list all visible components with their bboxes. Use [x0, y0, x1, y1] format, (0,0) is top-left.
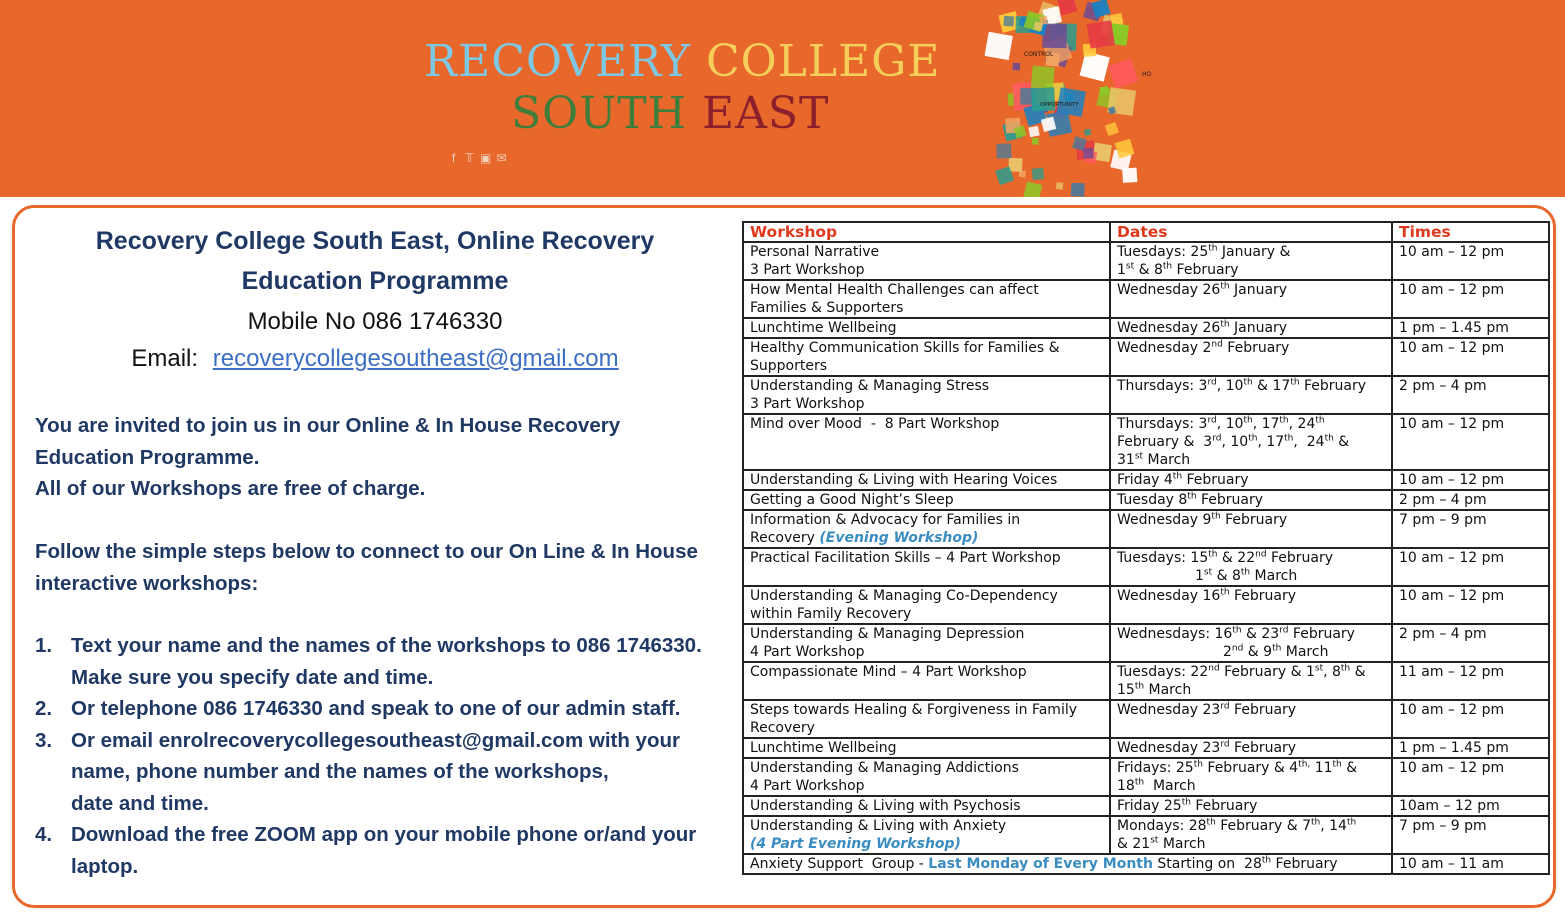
step-text: date and time. [71, 791, 209, 815]
table-header-row [743, 222, 1549, 242]
workshop-cell: Lunchtime Wellbeing [743, 318, 1110, 338]
dates-cell: Wednesday 26th January [1110, 280, 1392, 318]
step-number: 2. [35, 697, 53, 720]
table-row [743, 700, 1549, 738]
header-times: Times [1392, 222, 1549, 242]
collage-cube [1003, 16, 1014, 27]
collage-cube [1105, 122, 1119, 136]
dates-cell: Thursdays: 3rd, 10th, 17th, 24th February & 3rd, 10th, 17th, 24th & 31st March [1110, 414, 1392, 470]
workshop-cell: Mind over Mood - 8 Part Workshop [743, 414, 1110, 470]
times-cell: 7 pm – 9 pm [1392, 816, 1549, 854]
page-title: Recovery College South East, Online Recovery Education Programme [95, 227, 655, 295]
collage-cube [1083, 148, 1094, 159]
collage-cube [996, 143, 1011, 158]
workshop-cell: Understanding & Managing Stress 3 Part Workshop [743, 376, 1110, 414]
intro-line: All of our Workshops are free of charge. [35, 477, 426, 500]
times-cell: 10 am – 12 pm [1392, 280, 1549, 318]
dates-cell: Wednesday 26th January [1110, 318, 1392, 338]
step-text: Or telephone 086 1746330 and speak to one of our admin staff. [71, 697, 681, 720]
table-row [743, 414, 1549, 470]
header-banner [0, 0, 1565, 197]
email-line [35, 345, 715, 373]
dates-cell: Wednesday 16th February [1110, 586, 1392, 624]
step-text: name, phone number and the names of the workshops, [71, 760, 609, 783]
collage-word-opportunity: OPPORTUNITY [1040, 102, 1079, 108]
collage-cube [985, 32, 1013, 60]
step-item [35, 693, 735, 725]
collage-cube [1028, 126, 1039, 137]
workshop-cell: Information & Advocacy for Families in Recovery (Evening Workshop) [743, 510, 1110, 548]
times-cell: 10 am – 12 pm [1392, 700, 1549, 738]
workshop-cell: Understanding & Managing Addictions 4 Part Workshop [743, 758, 1110, 796]
table-row [743, 854, 1549, 874]
workshop-cell: Healthy Communication Skills for Families & Supporters [743, 338, 1110, 376]
step-text: laptop. [71, 854, 139, 878]
collage-cube [1100, 86, 1110, 96]
times-cell: 10 am – 12 pm [1392, 548, 1549, 586]
logo-line-2 [511, 88, 829, 139]
times-cell: 10 am – 12 pm [1392, 338, 1549, 376]
intro-line: Education Programme. [35, 445, 260, 469]
dates-cell: Friday 25th February [1110, 796, 1392, 816]
workshop-cell: How Mental Health Challenges can affect Families & Supporters [743, 280, 1110, 318]
logo-word-south: SOUTH [511, 88, 688, 139]
logo-word-recovery: RECOVERY [424, 36, 691, 87]
collage-cube [1032, 138, 1039, 145]
times-cell: 10 am – 12 pm [1392, 758, 1549, 796]
collage-cube [1071, 183, 1085, 197]
workshop-cell: Understanding & Managing Co-Dependency within Family Recovery [743, 586, 1110, 624]
workshop-cell: Practical Facilitation Skills – 4 Part Workshop [743, 548, 1110, 586]
times-cell: 1 pm – 1.45 pm [1392, 738, 1549, 758]
times-cell: 10 am – 12 pm [1392, 586, 1549, 624]
times-cell: 10 am – 12 pm [1392, 470, 1549, 490]
follow-paragraph [35, 536, 735, 599]
collage-cube [1032, 168, 1045, 181]
logo-word-east: EAST [702, 88, 830, 139]
table-row [743, 758, 1549, 796]
collage-cube [1031, 66, 1055, 90]
dates-cell: Wednesday 23rd February [1110, 738, 1392, 758]
email-link[interactable]: recoverycollegesoutheast@gmail.com [212, 345, 619, 372]
times-cell: 1 pm – 1.45 pm [1392, 318, 1549, 338]
table-row [743, 624, 1549, 662]
workshop-cell: Lunchtime Wellbeing [743, 738, 1110, 758]
twitter-icon[interactable]: 𝕋 [465, 151, 474, 165]
collage-cube [1023, 181, 1042, 197]
step-item [35, 725, 735, 820]
table-row [743, 548, 1549, 586]
mobile-number: Mobile No 086 1746330 [247, 308, 503, 335]
collage-cube [1057, 0, 1077, 15]
step-item [35, 819, 735, 882]
table-row [743, 796, 1549, 816]
dates-cell: Tuesdays: 22nd February & 1st, 8th & 15th March [1110, 662, 1392, 700]
times-cell: 2 pm – 4 pm [1392, 490, 1549, 510]
times-cell: 7 pm – 9 pm [1392, 510, 1549, 548]
table-row [743, 280, 1549, 318]
times-cell: 10am – 12 pm [1392, 796, 1549, 816]
support-group-cell: Anxiety Support Group - Last Monday of Every Month Starting on 28th February [743, 854, 1392, 874]
table-row [743, 242, 1549, 280]
step-text: Make sure you specify date and time. [71, 665, 434, 689]
collage-cube [1056, 182, 1063, 189]
table-row [743, 376, 1549, 414]
table-row [743, 470, 1549, 490]
social-links [448, 151, 507, 165]
step-number: 1. [35, 634, 53, 657]
logo-word-college: COLLEGE [705, 36, 941, 87]
table-row [743, 338, 1549, 376]
dates-cell: Wednesday 2nd February [1110, 338, 1392, 376]
intro-line: You are invited to join us in our Online & In House Recovery [35, 414, 621, 437]
steps-list [35, 630, 735, 882]
dates-cell: Mondays: 28th February & 7th, 14th & 21st March [1110, 816, 1392, 854]
email-label: Email: [131, 345, 199, 372]
dates-cell: Wednesday 23rd February [1110, 700, 1392, 738]
step-item [35, 630, 735, 693]
dates-cell: Fridays: 25th February & $4^{th,}$ 11th & 18th March [1110, 758, 1392, 796]
workshop-cell: Understanding & Living with Anxiety (4 Part Evening Workshop) [743, 816, 1110, 854]
collage-cube [1084, 129, 1091, 136]
step-text: Text your name and the names of the workshops to 086 1746330. [71, 634, 702, 657]
header-workshop: Workshop [743, 222, 1110, 242]
workshop-cell: Compassionate Mind – 4 Part Workshop [743, 662, 1110, 700]
table-row [743, 490, 1549, 510]
mail-icon[interactable]: ✉ [496, 151, 507, 165]
table-row [743, 662, 1549, 700]
step-text: Download the free ZOOM app on your mobile phone or/and your [71, 823, 697, 846]
dates-cell: Wednesdays: 16th & 23rd February 2nd & 9th March [1110, 624, 1392, 662]
collage-word-fragment: HO [1142, 71, 1152, 78]
dates-cell: Wednesday 9th February [1110, 510, 1392, 548]
instagram-icon[interactable]: ▣ [480, 151, 492, 165]
facebook-icon[interactable]: f [451, 151, 456, 165]
collage-cube [1013, 63, 1021, 71]
follow-line: interactive workshops: [35, 571, 259, 595]
step-number: 3. [35, 728, 53, 752]
follow-line: Follow the simple steps below to connect to our On Line & In House [35, 540, 698, 563]
workshop-cell: Getting a Good Night’s Sleep [743, 490, 1110, 510]
intro-paragraph [35, 410, 735, 505]
workshop-cell: Personal Narrative 3 Part Workshop [743, 242, 1110, 280]
collage-cube [1122, 168, 1137, 183]
dates-cell: Friday 4th February [1110, 470, 1392, 490]
workshop-cell: Understanding & Living with Hearing Voices [743, 470, 1110, 490]
times-cell: 11 am – 12 pm [1392, 662, 1549, 700]
workshop-cell: Understanding & Managing Depression 4 Part Workshop [743, 624, 1110, 662]
table-row [743, 586, 1549, 624]
dates-cell: Tuesdays: 15th & 22nd February 1st & 8th March [1110, 548, 1392, 586]
step-text: Or email enrolrecoverycollegesoutheast@gmail.com with your [71, 728, 680, 752]
collage-cube [1108, 59, 1138, 89]
times-cell: 10 am – 11 am [1392, 854, 1549, 874]
table-row [743, 510, 1549, 548]
dates-cell: Tuesdays: 25th January & 1st & 8th February [1110, 242, 1392, 280]
table-row [743, 816, 1549, 854]
dates-cell: Tuesday 8th February [1110, 490, 1392, 510]
times-cell: 2 pm – 4 pm [1392, 624, 1549, 662]
table-row [743, 738, 1549, 758]
dates-cell: Thursdays: 3rd, 10th & 17th February [1110, 376, 1392, 414]
cube-collage-image [920, 0, 1170, 197]
collage-word-control: CONTROL [1024, 51, 1054, 58]
times-cell: 2 pm – 4 pm [1392, 376, 1549, 414]
logo-line-1 [424, 36, 941, 87]
content-card [12, 205, 1556, 908]
table-row [743, 318, 1549, 338]
step-number: 4. [35, 823, 53, 846]
times-cell: 10 am – 12 pm [1392, 414, 1549, 470]
workshop-cell: Steps towards Healing & Forgiveness in Family Recovery [743, 700, 1110, 738]
times-cell: 10 am – 12 pm [1392, 242, 1549, 280]
workshop-schedule-table [742, 221, 1550, 875]
workshop-cell: Understanding & Living with Psychosis [743, 796, 1110, 816]
header-dates: Dates [1110, 222, 1392, 242]
collage-cube [1087, 20, 1115, 48]
